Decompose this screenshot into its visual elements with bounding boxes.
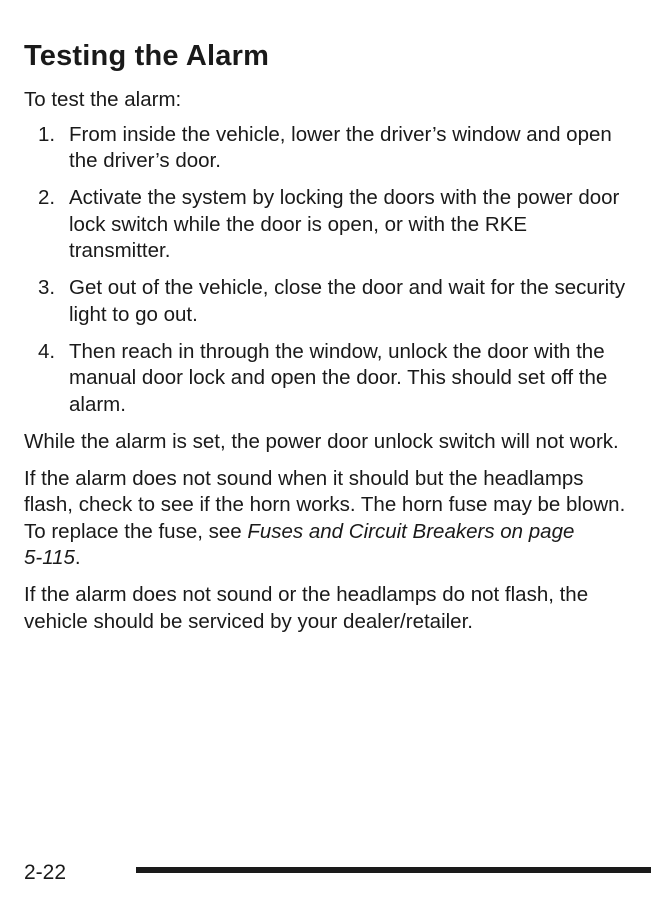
service-paragraph: If the alarm does not sound or the headlamps do not flash, the vehicle should be serviced by your dealer/retailer. [24, 583, 589, 633]
step-number: 2. [38, 186, 56, 209]
page-content [24, 38, 634, 646]
page-footer [24, 860, 651, 890]
step-text: From inside the vehicle, lower the driver’s window and open the driver’s door. [69, 122, 612, 172]
step-text: Activate the system by locking the doors with the power door lock switch while the door is open, or with the RKE transmitter. [69, 186, 620, 262]
horn-paragraph-end: . [74, 546, 81, 569]
horn-paragraph [24, 466, 634, 572]
list-item [24, 339, 634, 419]
intro-text: To test the alarm: [24, 88, 182, 111]
list-item [24, 122, 634, 175]
list-item [24, 275, 634, 328]
step-number: 4. [38, 339, 56, 363]
page-number: 2-22 [24, 861, 67, 884]
horn-paragraph-text: If the alarm does not sound when it should but the headlamps flash, check to see if the horn works. The horn fuse may be blown. To replace the fuse, see [24, 466, 626, 543]
step-text: Get out of the vehicle, close the door and wait for the security light to go out. [69, 276, 626, 326]
section-title: Testing the Alarm [24, 40, 270, 72]
step-number: 3. [38, 276, 56, 299]
steps-list [24, 122, 634, 419]
fuses-cross-reference: Fuses and Circuit Breakers on page 5‑115 [24, 519, 575, 569]
step-number: 1. [38, 122, 56, 146]
footer-rule [136, 867, 651, 873]
step-text: Then reach in through the window, unlock the door with the manual door lock and open the door. This should set off the alarm. [69, 339, 608, 416]
unlock-paragraph: While the alarm is set, the power door unlock switch will not work. [24, 429, 619, 453]
list-item [24, 185, 634, 265]
